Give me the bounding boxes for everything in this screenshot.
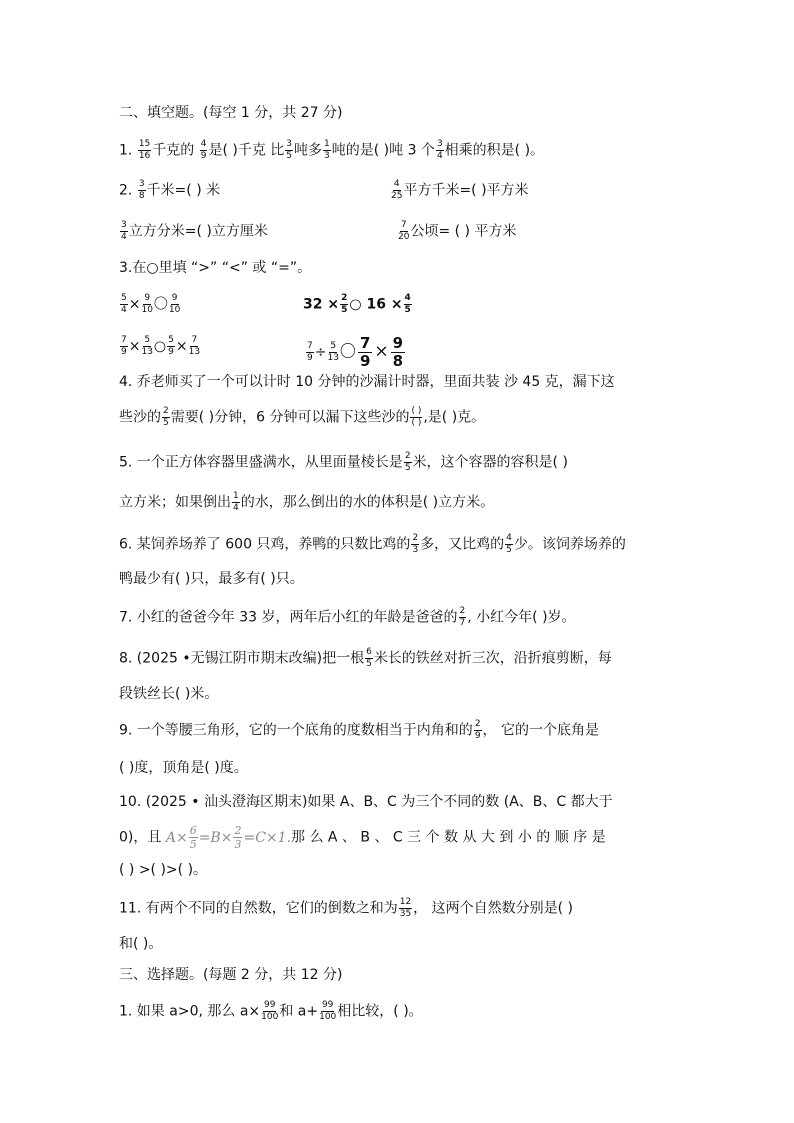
fraction: $\frac{3}{8}$ xyxy=(138,179,145,201)
question-6-line-2: 鸭最少有( )只，最多有( )只。 xyxy=(119,571,304,587)
question-4-line-1: 4. 乔老师买了一个可以计时 10 分钟的沙漏计时器，里面共装 沙 45 克，漏下这 xyxy=(119,374,615,390)
question-2-row-2-right: $\frac{7}{20}$ 公顷= ( ) 平方米 xyxy=(398,220,517,242)
fraction: $\frac{3}{5}$ xyxy=(286,139,293,161)
question-7: 7. 小红的爸爸今年 33 岁，两年后小红的年龄是爸爸的 $\frac{2}{7}$ , 小红今年( )岁。 xyxy=(119,606,576,628)
question-10-line-1: 10. (2025 • 汕头澄海区期末)如果 A、B、C 为三个不同的数 (A、B、C 都大于 xyxy=(119,794,613,810)
question-11-line-1: 11. 有两个不同的自然数，它们的倒数之和为 $\frac{12}{35}$ ， 这两个自然数分别是( ) xyxy=(119,897,573,919)
question-2-row-2: $\frac{3}{4}$ 立方分米=( )立方厘米 xyxy=(121,220,268,242)
question-5-line-2: 立方米；如果倒出 $\frac{1}{4}$ 的水，那么倒出的水的体积是( )立方米。 xyxy=(119,491,495,513)
fraction: $\frac{7}{20}$ xyxy=(398,220,410,242)
compare-3: $\frac{7}{9}$ × $\frac{5}{13}$ ○ $\frac{5}{9}$ × $\frac{7}{13}$ xyxy=(121,335,201,357)
question-8-line-1: 8. (2025 •无锡江阴市期末改编)把一根 $\frac{6}{5}$ 米长的铁丝对折三次，沿折痕剪断，每 xyxy=(119,647,612,669)
question-1: 1. $\frac{15}{16}$ 千克的 $\frac{4}{9}$ 是( )千克 比 $\frac{3}{5}$ 吨多 $\frac{1}{3}$ 吨的是( )吨 3 个 $\frac{3}{4}$ 相乘的积是( )。 xyxy=(119,139,545,161)
compare-2: 32 × $\frac{2}{5}$ ○ 16 × $\frac{4}{5}$ xyxy=(303,293,411,315)
question-10-line-2: 0)，且 A× $\frac{6}{5}$ =B× $\frac{2}{3}$ =C×1.那 么 A 、 B 、 C 三 个 数 从 大 到 小 的 顺 序 是 xyxy=(119,824,606,851)
section-3-title: 三、选择题。(每题 2 分，共 12 分) xyxy=(119,967,343,983)
question-6-line-1: 6. 某饲养场养了 600 只鸡，养鸭的只数比鸡的 $\frac{2}{3}$ 多，又比鸡的 $\frac{4}{5}$ 少。该饲养场养的 xyxy=(119,533,626,555)
fraction: $\frac{1}{3}$ xyxy=(324,139,330,161)
fraction: $\frac{4}{9}$ xyxy=(200,139,207,161)
fraction: $\frac{3}{4}$ xyxy=(121,220,127,242)
compare-circle[interactable]: ○ xyxy=(153,338,167,355)
section-2-title: 二、填空题。(每空 1 分，共 27 分) xyxy=(119,105,343,121)
compare-circle[interactable]: 〇 xyxy=(339,341,356,361)
compare-1: $\frac{5}{4}$ × $\frac{9}{10}$ 〇 $\frac{9}{10}$ xyxy=(121,293,181,315)
fraction: $\frac{15}{16}$ xyxy=(138,139,151,161)
question-9-line-1: 9. 一个等腰三角形，它的一个底角的度数相当于内角和的 $\frac{2}{9}$ ， 它的一个底角是 xyxy=(119,719,599,741)
question-11-line-2: 和( )。 xyxy=(119,936,163,952)
compare-circle[interactable]: 〇 xyxy=(153,296,168,313)
fraction: $\frac{4}{25}$ xyxy=(391,179,403,201)
choice-question-1: 1. 如果 a>0, 那么 a× $\frac{99}{100}$ 和 a+ $\frac{99}{100}$ 相比较，( )。 xyxy=(119,1000,423,1022)
question-3-title: 3.在○里填 “>” “<” 或 “=”。 xyxy=(119,260,312,276)
fraction: $\frac{3}{4}$ xyxy=(436,139,443,161)
question-4-line-2: 些沙的 $\frac{2}{5}$ 需要( )分钟，6 分钟可以漏下这些沙的 ( ) ( ) ,是( )克。 xyxy=(119,406,486,428)
compare-circle[interactable]: ○ xyxy=(349,296,362,313)
question-2-row-1: 2. $\frac{3}{8}$ 千米=( ) 米 xyxy=(119,179,221,201)
question-2-row-1-right: $\frac{4}{25}$ 平方千米=( )平方米 xyxy=(391,179,529,201)
question-9-line-2: ( )度，顶角是( )度。 xyxy=(119,760,248,776)
compare-4: $\frac{7}{9}$ ÷ $\frac{5}{13}$ 〇 $\frac{7}{9}$ × $\frac{9}{8}$ xyxy=(307,334,404,370)
equation-image: A× $\frac{6}{5}$ =B× $\frac{2}{3}$ =C×1. xyxy=(165,824,292,851)
question-10-line-3: ( ) >( )>( )。 xyxy=(119,862,208,878)
question-5-line-1: 5. 一个正方体容器里盛满水，从里面量棱长是 $\frac{2}{5}$ 米，这个容器的容积是( ) xyxy=(119,451,568,473)
question-8-line-2: 段铁丝长( )米。 xyxy=(119,686,219,702)
